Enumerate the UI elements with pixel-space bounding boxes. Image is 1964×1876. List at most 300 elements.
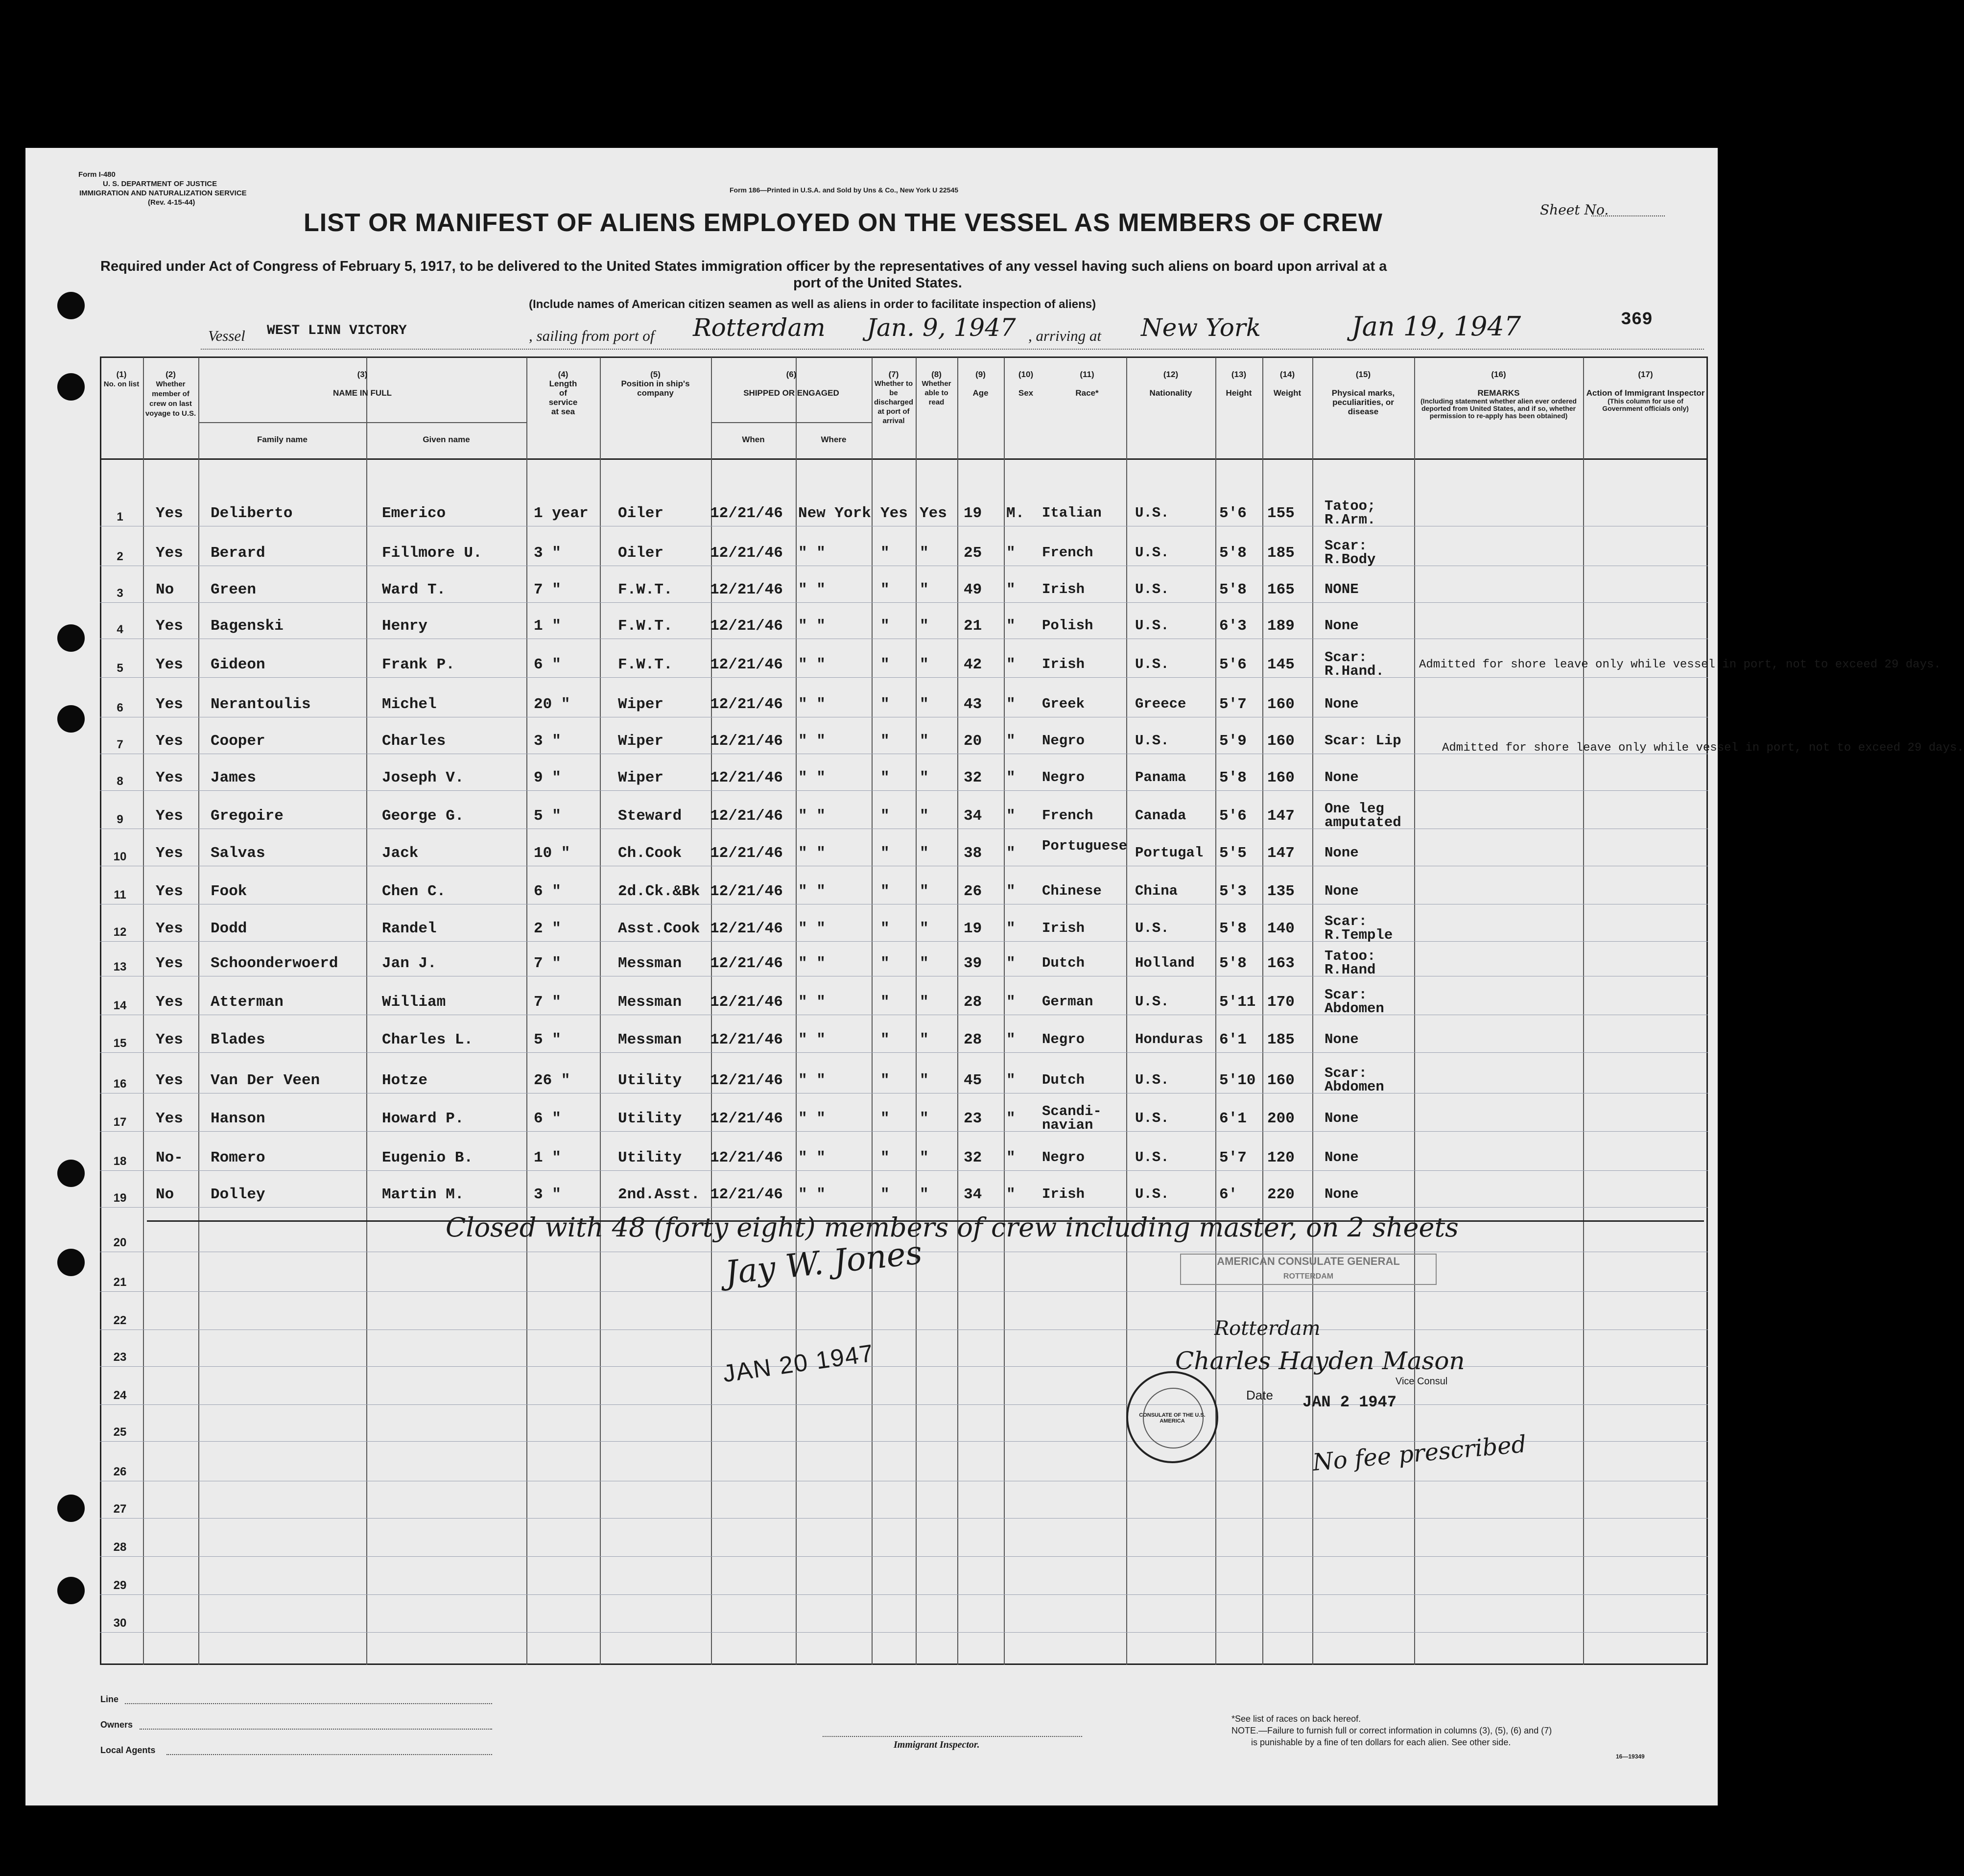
cell-height: 5'8: [1219, 769, 1247, 786]
cell-last: No: [156, 581, 174, 598]
owners-field: [140, 1729, 492, 1730]
col5-header: [600, 370, 711, 398]
cell-weight: 147: [1267, 807, 1295, 825]
cell-family: James: [211, 769, 257, 786]
row-number: 21: [113, 1276, 127, 1289]
col-divider: [957, 357, 958, 1665]
cell-given: Henry: [382, 617, 428, 635]
header-bottom-rule: [100, 458, 1708, 460]
cell-marks: None: [1325, 1149, 1359, 1165]
cell-read: ": [920, 1072, 929, 1089]
cell-height: 6'1: [1219, 1110, 1247, 1127]
col-num: (14): [1279, 370, 1295, 379]
col-divider: [872, 357, 873, 1665]
cell-when: 12/21/46: [710, 769, 783, 786]
cell-race: Irish: [1042, 656, 1085, 672]
cell-sex: ": [1006, 1149, 1016, 1166]
col-num: (13): [1231, 370, 1247, 379]
cell-discharge: ": [880, 696, 890, 713]
cell-where: " ": [798, 845, 826, 862]
cell-service: 1 year: [534, 505, 589, 522]
cell-read: ": [920, 696, 929, 713]
cell-family: Cooper: [211, 733, 265, 750]
binder-hole: [57, 292, 85, 319]
row-rule: [100, 1052, 1708, 1053]
received-date-stamp: JAN 20 1947: [721, 1339, 876, 1388]
cell-height: 5'6: [1219, 505, 1247, 522]
row-number: 18: [113, 1155, 127, 1168]
cell-height: 6'1: [1219, 1031, 1247, 1048]
cell-position: Messman: [618, 1031, 682, 1048]
cell-nationality: U.S.: [1135, 656, 1169, 672]
cell-discharge: ": [880, 1186, 890, 1203]
manifest-table-frame: [100, 356, 1708, 1665]
cell-service: 5 ": [534, 807, 561, 825]
cell-given: Frank P.: [382, 656, 455, 673]
cell-when: 12/21/46: [710, 920, 783, 937]
inspector-label: Immigrant Inspector.: [894, 1739, 980, 1750]
remark-row-8: Admitted for shore leave only while vessel in port, not to exceed 29 days.: [1442, 741, 1964, 755]
cell-weight: 189: [1267, 617, 1295, 635]
cell-given: Fillmore U.: [382, 545, 482, 562]
cell-when: 12/21/46: [710, 733, 783, 750]
col-divider: [916, 357, 917, 1665]
cell-sex: ": [1006, 1110, 1016, 1127]
form-dept: U. S. DEPARTMENT OF JUSTICE: [103, 180, 217, 188]
cell-where: " ": [798, 1149, 826, 1166]
cell-position: Messman: [618, 994, 682, 1011]
cell-read: ": [920, 1149, 929, 1166]
binder-hole: [57, 373, 85, 401]
cell-discharge: ": [880, 883, 890, 900]
cell-weight: 163: [1267, 955, 1295, 972]
form-code: 16—19349: [1616, 1753, 1645, 1760]
col1-header: [100, 370, 143, 389]
cell-where: " ": [798, 617, 826, 635]
cell-where: " ": [798, 920, 826, 937]
remark-row-6: Admitted for shore leave only while vessel in port, not to exceed 29 days.: [1419, 658, 1941, 671]
cell-given: Howard P.: [382, 1110, 464, 1127]
col-label: REMARKS: [1477, 388, 1520, 398]
inspector-signature-line: [823, 1736, 1082, 1737]
cell-nationality: U.S.: [1135, 617, 1169, 634]
vessel-name: WEST LINN VICTORY: [267, 323, 407, 338]
closing-note: Closed with 48 (forty eight) members of crew including master, on 2 sheets: [446, 1212, 1459, 1243]
consul-place: Rotterdam: [1214, 1317, 1321, 1340]
cell-weight: 140: [1267, 920, 1295, 937]
col-label: Sex: [1018, 388, 1034, 398]
cell-position: Asst.Cook: [618, 920, 700, 937]
row-number: 6: [117, 701, 123, 714]
col-divider: [198, 357, 199, 1665]
col14-header: [1262, 370, 1312, 398]
col-label: No. on list: [103, 380, 140, 388]
cell-weight: 220: [1267, 1186, 1295, 1203]
cell-weight: 145: [1267, 656, 1295, 673]
cell-discharge: ": [880, 1110, 890, 1127]
required-line-2: port of the United States.: [793, 275, 962, 291]
cell-height: 5'3: [1219, 883, 1247, 900]
cell-family: Schoonderwoerd: [211, 955, 338, 972]
cell-age: 45: [964, 1072, 982, 1089]
cell-where: " ": [798, 955, 826, 972]
cell-nationality: Canada: [1135, 807, 1186, 824]
row-number: 29: [113, 1579, 127, 1592]
cell-height: 5'6: [1219, 807, 1247, 825]
cell-height: 5'7: [1219, 1149, 1247, 1166]
cell-last: Yes: [156, 1110, 183, 1127]
cell-marks: Scar: R.Temple: [1325, 913, 1393, 943]
cell-nationality: Portugal: [1135, 845, 1204, 861]
cell-read: ": [920, 656, 929, 673]
cell-family: Salvas: [211, 845, 265, 862]
cell-given: Emerico: [382, 505, 446, 522]
page-number: 369: [1621, 309, 1653, 330]
row-number: 25: [113, 1425, 127, 1439]
cell-marks: Tatoo: R.Hand: [1325, 948, 1376, 978]
cell-discharge: ": [880, 656, 890, 673]
row-rule: [100, 1207, 1708, 1208]
consul-date-label: Date: [1246, 1388, 1273, 1402]
cell-last: Yes: [156, 994, 183, 1011]
cell-age: 39: [964, 955, 982, 972]
col-divider: [1126, 357, 1127, 1665]
seal-text: CONSULATE OF THE U.S. AMERICA: [1139, 1412, 1206, 1424]
vessel-line-rule: [201, 349, 1704, 350]
cell-nationality: U.S.: [1135, 920, 1169, 936]
cell-height: 6'3: [1219, 617, 1247, 635]
cell-family: Nerantoulis: [211, 696, 311, 713]
cell-service: 3 ": [534, 545, 561, 562]
cell-read: ": [920, 1110, 929, 1127]
cell-service: 9 ": [534, 769, 561, 786]
col6-header: [711, 370, 872, 398]
cell-marks: None: [1325, 769, 1359, 785]
cell-read: ": [920, 1031, 929, 1048]
col8-header: [916, 370, 957, 407]
row-rule: [100, 602, 1708, 603]
cell-position: Utility: [618, 1149, 682, 1166]
cell-position: F.W.T.: [618, 581, 673, 598]
cell-sex: ": [1006, 994, 1016, 1011]
cell-position: 2d.Ck.&Bk: [618, 883, 700, 900]
cell-family: Romero: [211, 1149, 265, 1166]
consul-title: Vice Consul: [1396, 1376, 1448, 1387]
cell-nationality: U.S.: [1135, 581, 1169, 597]
row-number: 23: [113, 1351, 127, 1364]
cell-last: Yes: [156, 955, 183, 972]
cell-age: 34: [964, 1186, 982, 1203]
row-number: 7: [117, 738, 123, 751]
col16-header: [1414, 370, 1583, 420]
cell-family: Blades: [211, 1031, 265, 1048]
col-divider: [1583, 357, 1584, 1665]
cell-service: 2 ": [534, 920, 561, 937]
cell-where: " ": [798, 883, 826, 900]
cell-race: Irish: [1042, 581, 1085, 597]
col-num: (1): [116, 370, 127, 379]
master-signature: Jay W. Jones: [723, 1234, 924, 1292]
cell-service: 26 ": [534, 1072, 570, 1089]
cell-marks: Scar: R.Hand.: [1325, 649, 1384, 679]
cell-sex: ": [1006, 733, 1016, 750]
col-divider: [1262, 357, 1263, 1665]
cell-service: 6 ": [534, 656, 561, 673]
col-num: (9): [975, 370, 986, 379]
cell-last: Yes: [156, 845, 183, 862]
row-number: 14: [113, 999, 127, 1012]
row-number: 24: [113, 1389, 127, 1402]
cell-marks: None: [1325, 883, 1359, 899]
col-label: NAME IN FULL: [333, 388, 392, 398]
consul-date: JAN 2 1947: [1302, 1393, 1397, 1411]
cell-weight: 165: [1267, 581, 1295, 598]
row-rule: [100, 1170, 1708, 1171]
col17-header: [1583, 370, 1708, 413]
cell-read: ": [920, 920, 929, 937]
cell-service: 3 ": [534, 1186, 561, 1203]
cell-sex: ": [1006, 955, 1016, 972]
form-service: IMMIGRATION AND NATURALIZATION SERVICE: [79, 189, 247, 197]
cell-family: Atterman: [211, 994, 284, 1011]
col-num: (15): [1355, 370, 1371, 379]
cell-read: ": [920, 845, 929, 862]
cell-read: ": [920, 733, 929, 750]
row-rule: [100, 677, 1708, 678]
arriving-label: , arriving at: [1028, 327, 1101, 344]
cell-marks: None: [1325, 1031, 1359, 1047]
row-number: 1: [117, 510, 123, 523]
cell-sex: ": [1006, 883, 1016, 900]
cell-position: F.W.T.: [618, 656, 673, 673]
col-divider: [526, 357, 527, 1665]
cell-last: No: [156, 1186, 174, 1203]
row-rule: [100, 1518, 1708, 1519]
cell-marks: Scar: Abdomen: [1325, 987, 1384, 1017]
cell-weight: 185: [1267, 545, 1295, 562]
cell-age: 38: [964, 845, 982, 862]
cell-given: Hotze: [382, 1072, 428, 1089]
binder-hole: [57, 1160, 85, 1187]
cell-position: Wiper: [618, 696, 664, 713]
fine-note-2: is punishable by a fine of ten dollars for each alien. See other side.: [1251, 1737, 1511, 1747]
cell-marks: Scar: Abdomen: [1325, 1065, 1384, 1095]
form-rev: (Rev. 4-15-44): [148, 198, 195, 207]
col9-header: [957, 370, 1004, 398]
cell-last: Yes: [156, 505, 183, 522]
row-rule: [100, 1131, 1708, 1132]
cell-given: Charles L.: [382, 1031, 473, 1048]
required-line-1: Required under Act of Congress of February 5, 1917, to be delivered to the United States immigration officer by the representatives of any vessel having such aliens on board upon arrival at a: [100, 259, 1387, 274]
where-header: Where: [821, 435, 847, 444]
row-number: 10: [113, 850, 127, 863]
row-number: 3: [117, 587, 123, 600]
col7-header: [872, 370, 916, 426]
row-rule: [100, 1404, 1708, 1405]
cell-given: Randel: [382, 920, 437, 937]
col-num: (8): [931, 370, 942, 379]
cell-read: Yes: [920, 505, 947, 522]
cell-where: " ": [798, 1031, 826, 1048]
cell-weight: 160: [1267, 1072, 1295, 1089]
cell-height: 5'8: [1219, 920, 1247, 937]
cell-when: 12/21/46: [710, 1110, 783, 1127]
cell-height: 5'8: [1219, 545, 1247, 562]
cell-height: 5'7: [1219, 696, 1247, 713]
cell-last: Yes: [156, 769, 183, 786]
cell-last: Yes: [156, 656, 183, 673]
col-divider: [143, 357, 144, 1665]
sailing-date: Jan. 9, 1947: [867, 313, 1016, 342]
row-number: 8: [117, 775, 123, 788]
cell-height: 5'9: [1219, 733, 1247, 750]
cell-age: 28: [964, 1031, 982, 1048]
cell-nationality: U.S.: [1135, 1072, 1169, 1088]
page-title: LIST OR MANIFEST OF ALIENS EMPLOYED ON THE VESSEL AS MEMBERS OF CREW: [304, 209, 1383, 237]
fine-note-1: NOTE.—Failure to furnish full or correct information in columns (3), (5), (6) and (7): [1231, 1726, 1552, 1735]
cell-where: " ": [798, 733, 826, 750]
cell-position: Oiler: [618, 545, 664, 562]
cell-race: Negro: [1042, 1149, 1085, 1165]
cell-position: F.W.T.: [618, 617, 673, 635]
cell-race: Italian: [1042, 505, 1102, 521]
row-number: 16: [113, 1077, 127, 1091]
cell-service: 7 ": [534, 581, 561, 598]
shipped-subheader-rule: [711, 422, 872, 423]
cell-position: Wiper: [618, 733, 664, 750]
cell-when: 12/21/46: [710, 845, 783, 862]
col-label: SHIPPED OR ENGAGED: [743, 388, 839, 398]
cell-race: Negro: [1042, 769, 1085, 785]
cell-marks: One leg amputated: [1325, 801, 1401, 831]
cell-family: Gregoire: [211, 807, 284, 825]
col-num: (17): [1638, 370, 1653, 379]
cell-last: Yes: [156, 733, 183, 750]
cell-race: Greek: [1042, 696, 1085, 712]
cell-last: Yes: [156, 617, 183, 635]
cell-position: Utility: [618, 1072, 682, 1089]
cell-service: 20 ": [534, 696, 570, 713]
cell-weight: 185: [1267, 1031, 1295, 1048]
binder-hole: [57, 1249, 85, 1276]
cell-sex: ": [1006, 769, 1016, 786]
arrival-port: New York: [1141, 313, 1261, 342]
col11-header: [1048, 370, 1126, 398]
cell-when: 12/21/46: [710, 505, 783, 522]
cell-weight: 170: [1267, 994, 1295, 1011]
cell-age: 19: [964, 920, 982, 937]
cell-sex: ": [1006, 1072, 1016, 1089]
cell-sex: ": [1006, 545, 1016, 562]
cell-given: George G.: [382, 807, 464, 825]
cell-weight: 155: [1267, 505, 1295, 522]
cell-when: 12/21/46: [710, 581, 783, 598]
row-number: 5: [117, 662, 123, 675]
cell-weight: 160: [1267, 769, 1295, 786]
col13-header: [1215, 370, 1262, 398]
cell-marks: None: [1325, 1186, 1359, 1202]
consulate-name: AMERICAN CONSULATE GENERAL: [1217, 1255, 1400, 1267]
col-label: Length of service at sea: [548, 379, 578, 416]
cell-given: Jan J.: [382, 955, 437, 972]
cell-family: Berard: [211, 545, 265, 562]
cell-nationality: U.S.: [1135, 994, 1169, 1010]
col3-header: [198, 370, 526, 398]
col-label: Age: [972, 388, 989, 398]
row-number: 22: [113, 1314, 127, 1327]
cell-service: 7 ": [534, 955, 561, 972]
cell-family: Van Der Veen: [211, 1072, 320, 1089]
cell-nationality: U.S.: [1135, 1186, 1169, 1202]
cell-sex: ": [1006, 656, 1016, 673]
line-field: [125, 1703, 492, 1704]
cell-race: Negro: [1042, 1031, 1085, 1047]
cell-age: 21: [964, 617, 982, 635]
cell-position: Oiler: [618, 505, 664, 522]
cell-given: William: [382, 994, 446, 1011]
cell-last: Yes: [156, 545, 183, 562]
cell-read: ": [920, 769, 929, 786]
cell-read: ": [920, 581, 929, 598]
when-header: When: [742, 435, 765, 444]
cell-race: German: [1042, 994, 1093, 1010]
cell-sex: ": [1006, 1031, 1016, 1048]
col-note: (Including statement whether alien ever ordered deported from United States, and if so, whether permission to re-apply has been obtained): [1420, 397, 1577, 420]
cell-when: 12/21/46: [710, 883, 783, 900]
cell-discharge: ": [880, 1149, 890, 1166]
row-number: 4: [117, 623, 123, 636]
fee-note: No fee prescribed: [1311, 1430, 1528, 1476]
col-num: (6): [786, 370, 797, 379]
cell-discharge: ": [880, 920, 890, 937]
col-note: (This column for use of Government officials only): [1602, 397, 1689, 412]
col-label: Whether to be discharged at port of arrival: [874, 380, 914, 425]
cell-read: ": [920, 883, 929, 900]
cell-read: ": [920, 807, 929, 825]
col-num: (3): [357, 370, 368, 379]
cell-where: " ": [798, 581, 826, 598]
cell-weight: 160: [1267, 733, 1295, 750]
col-num: (11): [1080, 370, 1094, 379]
cell-weight: 160: [1267, 696, 1295, 713]
cell-race: Scandi- navian: [1042, 1103, 1102, 1133]
races-note: *See list of races on back hereof.: [1231, 1714, 1361, 1724]
cell-position: Ch.Cook: [618, 845, 682, 862]
cell-marks: None: [1325, 696, 1359, 712]
cell-last: Yes: [156, 883, 183, 900]
row-rule: [100, 1291, 1708, 1292]
cell-age: 42: [964, 656, 982, 673]
cell-race: French: [1042, 807, 1093, 824]
col-label: Nationality: [1149, 388, 1192, 398]
include-note: (Include names of American citizen seamen as well as aliens in order to facilitate inspection of aliens): [529, 298, 1096, 311]
cell-position: Steward: [618, 807, 682, 825]
cell-discharge: ": [880, 733, 890, 750]
col-num: (4): [558, 370, 568, 379]
cell-age: 43: [964, 696, 982, 713]
binder-hole: [57, 705, 85, 733]
cell-marks: Tatoo; R.Arm.: [1325, 498, 1376, 528]
col-label: Height: [1226, 388, 1252, 398]
cell-given: Martin M.: [382, 1186, 464, 1203]
col-num: (16): [1491, 370, 1506, 379]
cell-marks: None: [1325, 845, 1359, 861]
cell-discharge: ": [880, 545, 890, 562]
cell-service: 1 ": [534, 1149, 561, 1166]
cell-when: 12/21/46: [710, 617, 783, 635]
cell-age: 20: [964, 733, 982, 750]
col-label: Race*: [1075, 388, 1099, 398]
